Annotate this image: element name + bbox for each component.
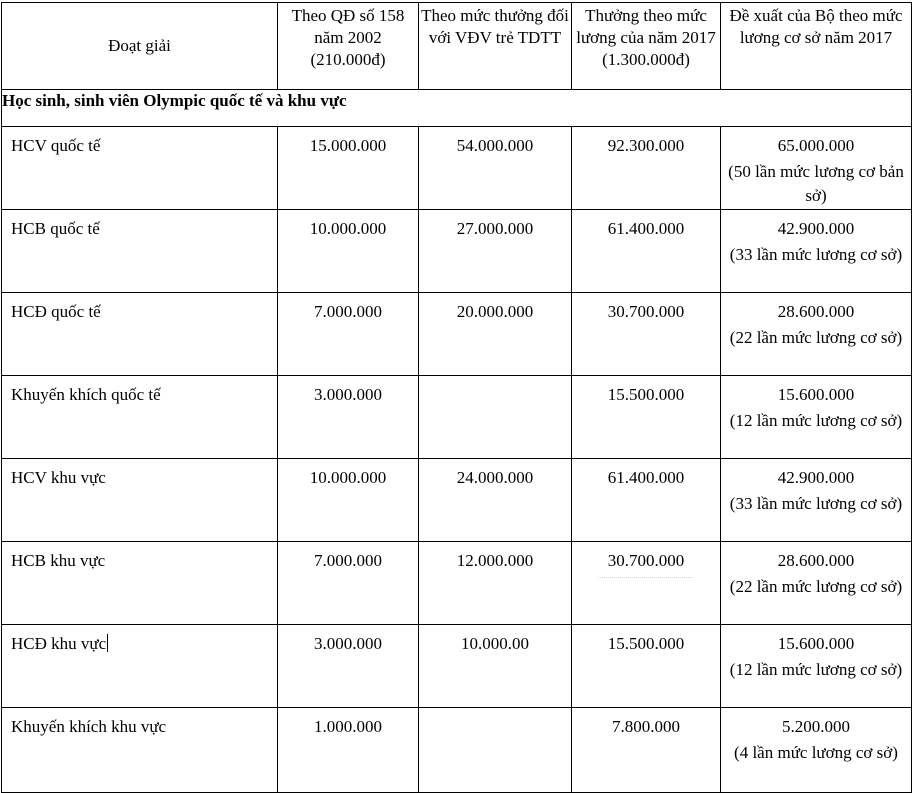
row-vdv xyxy=(419,376,572,459)
row-proposal: 28.600.000 xyxy=(777,551,855,570)
row-name: HCĐ quốc tế xyxy=(2,293,278,376)
header-cell-proposal xyxy=(721,3,912,90)
table-row xyxy=(2,210,912,293)
row-proposal-cell xyxy=(721,127,912,210)
row-vdv xyxy=(419,708,572,793)
row-proposal-note: (33 lần mức lương cơ sở) xyxy=(729,494,903,513)
row-name: HCB quốc tế xyxy=(2,210,278,293)
row-luong2017: 92.300.000 xyxy=(572,127,721,210)
row-proposal-note: (22 lần mức lương cơ sở) xyxy=(729,577,903,596)
section-row xyxy=(2,90,912,127)
row-qd158: 3.000.000 xyxy=(278,376,419,459)
row-proposal: 5.200.000 xyxy=(782,717,850,736)
header-award-label: Đoạt giải xyxy=(108,36,171,55)
table-row xyxy=(2,459,912,542)
row-vdv: 12.000.000 xyxy=(419,542,572,625)
row-luong2017: 15.500.000 xyxy=(572,625,721,708)
row-qd158: 1.000.000 xyxy=(278,708,419,793)
table-row xyxy=(2,625,912,708)
row-proposal-cell xyxy=(721,376,912,459)
row-proposal-note: (12 lần mức lương cơ sở) xyxy=(729,660,903,679)
row-name: HCV quốc tế xyxy=(2,127,278,210)
scan-artifact xyxy=(598,577,693,584)
row-luong2017: 30.700.000 xyxy=(572,293,721,376)
row-proposal-cell xyxy=(721,210,912,293)
row-qd158: 3.000.000 xyxy=(278,625,419,708)
row-name: HCB khu vực xyxy=(2,542,278,625)
row-proposal: 65.000.000 xyxy=(777,136,855,155)
table-row xyxy=(2,376,912,459)
header-vdv-label: Theo mức thưởng đối với VĐV trẻ TDTT xyxy=(421,6,569,47)
row-proposal-note: (33 lần mức lương cơ sở) xyxy=(729,245,903,264)
header-cell-qd158 xyxy=(278,3,419,90)
row-qd158: 7.000.000 xyxy=(278,542,419,625)
section-title: Học sinh, sinh viên Olympic quốc tế và khu vực xyxy=(2,90,912,127)
row-vdv: 27.000.000 xyxy=(419,210,572,293)
row-proposal: 42.900.000 xyxy=(777,219,855,238)
row-vdv: 54.000.000 xyxy=(419,127,572,210)
row-proposal-cell xyxy=(721,708,912,793)
award-table xyxy=(1,2,912,793)
row-proposal-note: (50 lần mức lương cơ bản sở) xyxy=(728,162,904,205)
row-proposal: 42.900.000 xyxy=(777,468,855,487)
row-proposal-note: (4 lần mức lương cơ sở) xyxy=(734,743,898,762)
row-proposal-note: (12 lần mức lương cơ sở) xyxy=(729,411,903,430)
row-proposal-cell xyxy=(721,293,912,376)
row-qd158: 7.000.000 xyxy=(278,293,419,376)
row-proposal: 15.600.000 xyxy=(777,634,855,653)
row-name: Khuyến khích khu vực xyxy=(2,708,278,793)
row-proposal: 28.600.000 xyxy=(777,302,855,321)
header-cell-vdv xyxy=(419,3,572,90)
row-vdv: 10.000.00 xyxy=(419,625,572,708)
row-vdv: 20.000.000 xyxy=(419,293,572,376)
header-row xyxy=(2,3,912,90)
row-name-cell xyxy=(2,625,278,708)
row-proposal-cell xyxy=(721,542,912,625)
table-row xyxy=(2,127,912,210)
header-qd158-label: Theo QĐ số 158 năm 2002 (210.000đ) xyxy=(291,6,405,69)
row-name: HCĐ khu vực xyxy=(11,634,107,653)
header-luong2017-label: Thưởng theo mức lương của năm 2017 (1.300.000đ) xyxy=(576,6,716,69)
row-proposal-cell xyxy=(721,459,912,542)
row-qd158: 10.000.000 xyxy=(278,459,419,542)
row-luong2017: 15.500.000 xyxy=(572,376,721,459)
row-luong2017: 61.400.000 xyxy=(572,210,721,293)
table-row xyxy=(2,708,912,793)
row-qd158: 15.000.000 xyxy=(278,127,419,210)
text-cursor xyxy=(107,634,108,652)
row-proposal-note: (22 lần mức lương cơ sở) xyxy=(729,328,903,347)
row-name: HCV khu vực xyxy=(2,459,278,542)
table-row xyxy=(2,542,912,625)
row-proposal: 15.600.000 xyxy=(777,385,855,404)
header-cell-luong2017 xyxy=(572,3,721,90)
row-luong2017: 30.700.000 xyxy=(572,542,721,625)
row-proposal-cell xyxy=(721,625,912,708)
row-luong2017: 7.800.000 xyxy=(572,708,721,793)
header-cell-award xyxy=(2,3,278,90)
table-row xyxy=(2,293,912,376)
header-proposal-label: Đề xuất của Bộ theo mức lương cơ sở năm 2017 xyxy=(729,6,903,47)
row-luong2017: 61.400.000 xyxy=(572,459,721,542)
row-name: Khuyến khích quốc tế xyxy=(2,376,278,459)
row-vdv: 24.000.000 xyxy=(419,459,572,542)
row-qd158: 10.000.000 xyxy=(278,210,419,293)
